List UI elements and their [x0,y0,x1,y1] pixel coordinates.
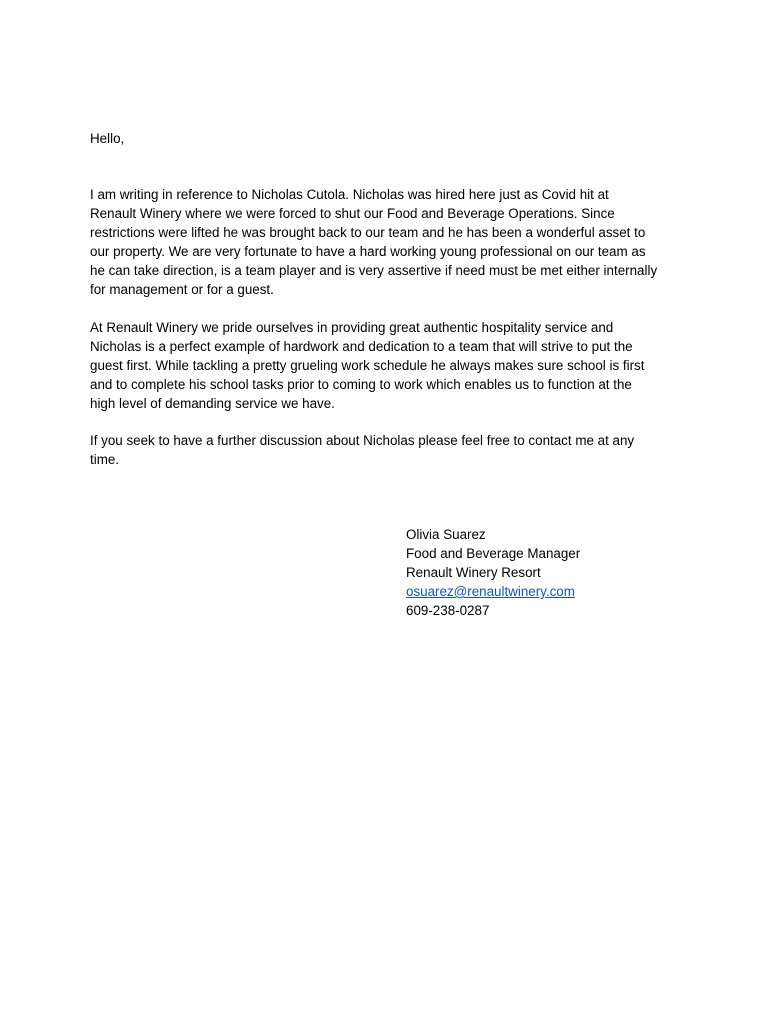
paragraph-line: high level of demanding service we have. [90,396,335,411]
paragraph-line: time. [90,452,120,467]
paragraph-line: I am writing in reference to Nicholas Cutola. Nicholas was hired here just as Covid hit at [90,187,609,202]
paragraph-line: our property. We are very fortunate to have a hard working young professional on our team as [90,244,646,259]
paragraph-line: If you seek to have a further discussion about Nicholas please feel free to contact me at any [90,433,635,448]
signature-block [406,525,706,620]
paragraph-line: restrictions were lifted he was brought back to our team and he has been a wonderful asset to [90,225,646,240]
letter-paragraph-3 [90,431,690,469]
paragraph-line: for management or for a guest. [90,282,274,297]
signature-name: Olivia Suarez [406,527,486,542]
letter-paragraph-2 [90,318,690,413]
signature-title: Food and Beverage Manager [406,546,581,561]
letter-greeting: Hello, [90,131,125,146]
signature-company: Renault Winery Resort [406,565,541,580]
letter-paragraph-1 [90,185,690,299]
paragraph-line: Renault Winery where we were forced to shut our Food and Beverage Operations. Since [90,206,615,221]
paragraph-line: At Renault Winery we pride ourselves in providing great authentic hospitality service and [90,320,614,335]
signature-email-link[interactable]: osuarez@renaultwinery.com [406,584,575,599]
signature-email-row [406,582,706,601]
paragraph-line: Nicholas is a perfect example of hardwork and dedication to a team that will strive to put the [90,339,633,354]
paragraph-line: and to complete his school tasks prior to coming to work which enables us to function at the [90,377,632,392]
paragraph-line: guest first. While tackling a pretty grueling work schedule he always makes sure school is first [90,358,645,373]
paragraph-line: he can take direction, is a team player and is very assertive if need must be met either internally [90,263,658,278]
signature-phone: 609-238-0287 [406,603,490,618]
